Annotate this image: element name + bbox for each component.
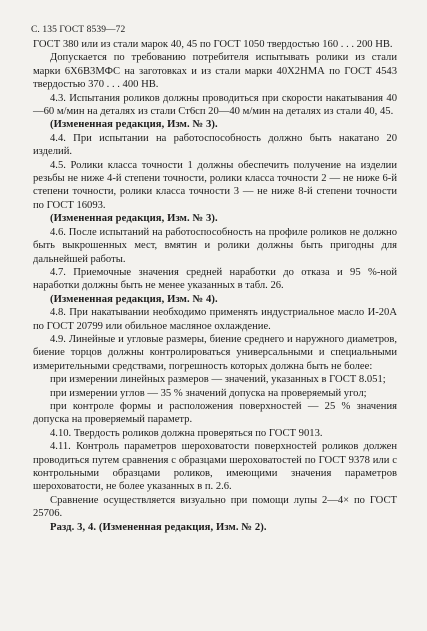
paragraph-4-5: 4.5. Ролики класса точности 1 должны обеспечить получение на изделии резьбы не ниже 4-й степени точности, ролики класса точности 2 — не ниже 6-й степени точности, ролики класса точности 3 — не ниже 8-й степени точности по ГОСТ 16093. xyxy=(33,159,397,211)
paragraph-4-10: 4.10. Твердость роликов должна проверяться по ГОСТ 9013. xyxy=(50,427,323,439)
paragraph-4-6: 4.6. После испытаний на работоспособность на профиле роликов не должно быть выкрошенных мест, вмятин и ролики должны быть пригодны для дальнейшей работы. xyxy=(33,226,397,265)
paragraph-continuation: ГОСТ 380 или из стали марок 40, 45 по ГОСТ 1050 твердостью 160 . . . 200 НВ. xyxy=(33,39,393,50)
paragraph-4-9: 4.9. Линейные и угловые размеры, биение среднего и наружного диаметров, биение торцов должны контролироваться универсальными и специальными измерительными средствами, погрешность которых должна быть не более: xyxy=(33,333,397,372)
revision-note: (Измененная редакция, Изм. № 3). xyxy=(50,119,218,131)
revision-note: (Измененная редакция, Изм. № 4). xyxy=(50,293,218,305)
paragraph-4-4: 4.4. При испытании на работоспособность должно быть накатано 20 изделий. xyxy=(33,132,397,158)
paragraph-4-8: 4.8. При накатывании необходимо применять индустриальное масло И-20А по ГОСТ 20799 или обильное масляное охлаждение. xyxy=(33,307,397,332)
page-header: С. 135 ГОСТ 8539—72 xyxy=(31,25,126,35)
paragraph-linear-measure: при измерении линейных размеров — значений, указанных в ГОСТ 8.051; xyxy=(50,374,386,386)
paragraph-4-3: 4.3. Испытания роликов должны проводиться при скорости накатывания 40—60 м/мин на деталях из стали Ст6сп 20—40 м/мин на деталях из стали 40, 45. xyxy=(33,92,397,118)
paragraph-form-control: при контроле формы и расположения поверхностей — 25 % значения допуска на проверяемый параметр. xyxy=(33,400,397,426)
paragraph-allowance: Допускается по требованию потребителя испытывать ролики из стали марки 6Х6В3МФС на заготовках и из стали марки 40Х2НМА по ГОСТ 4543 твердостью 370 . . . 400 НВ. xyxy=(33,52,397,91)
paragraph-angle-measure: при измерении углов — 35 % значений допуска на проверяемый угол; xyxy=(50,387,367,399)
paragraph-4-7: 4.7. Приемочные значения средней наработки до отказа и 95 %-ной наработки должны быть не менее указанных в табл. 26. xyxy=(33,266,397,292)
revision-note: (Измененная редакция, Изм. № 3). xyxy=(50,213,218,225)
revision-note-sections: Разд. 3, 4. (Измененная редакция, Изм. № 2). xyxy=(50,521,267,533)
paragraph-4-11: 4.11. Контроль параметров шероховатости поверхностей роликов должен проводиться путем сравнения с образцами шероховатостей по ГОСТ 9378 или с контрольными образцами роликов, имеющими значения параметров шероховатости, не более указанных в п. 2.6. xyxy=(33,441,397,493)
paragraph-comparison: Сравнение осуществляется визуально при помощи лупы 2—4× по ГОСТ 25706. xyxy=(33,494,397,520)
